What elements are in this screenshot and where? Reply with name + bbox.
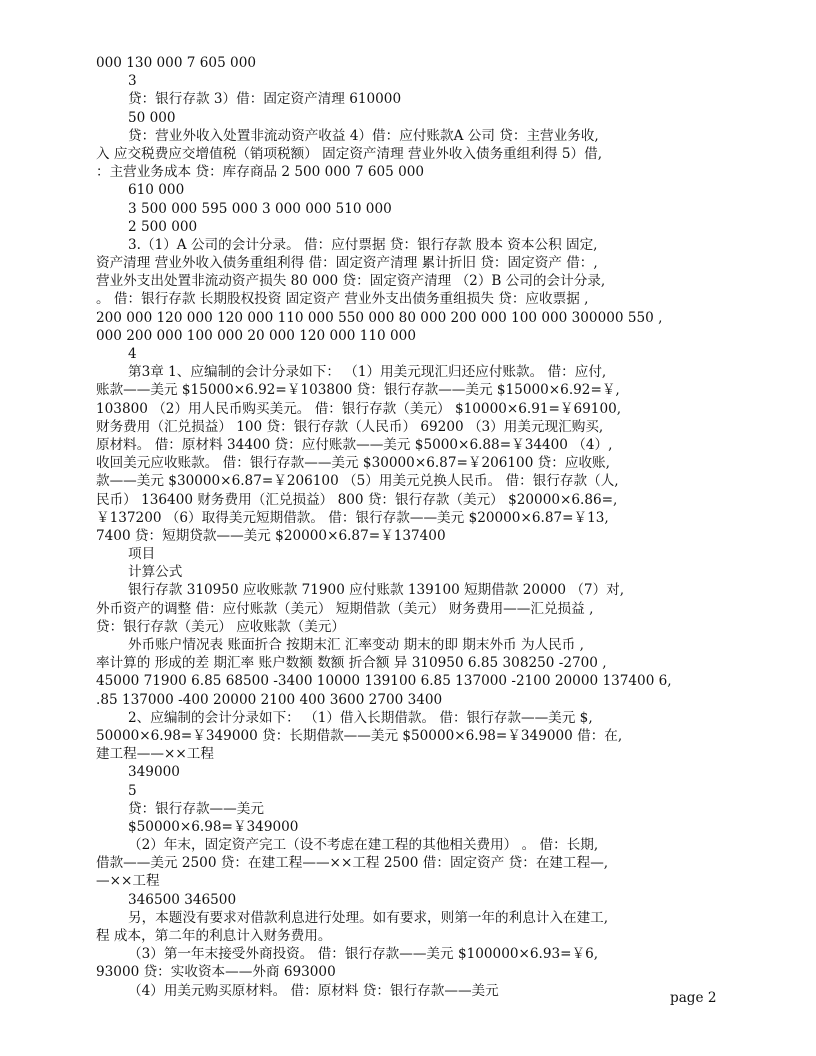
text-line: 45000 71900 6.85 68500 -3400 10000 139100 6.85 137000 -2100 20000 137400 6, [96, 673, 672, 690]
text-line: 另，本题没有要求对借款利息进行处理。如有要求，则第一年的利息计入在建工, [128, 909, 609, 926]
text-line: 2、应编制的会计分录如下： （1）借入长期借款。 借：银行存款——美元 $, [128, 709, 593, 726]
text-line: 349000 [128, 764, 180, 781]
text-line: 4 [128, 346, 137, 362]
text-line: 000 130 000 7 605 000 [96, 55, 256, 71]
text-line: 项目 [128, 546, 156, 563]
text-line: 民币） 136400 财务费用（汇兑损益） 800 贷：银行存款（美元） $20000×6.86=, [96, 491, 618, 508]
text-line: 外币账户情况表 账面折合 按期末汇 汇率变动 期末的即 期末外币 为人民币 , [128, 637, 584, 653]
text-line: 财务费用（汇兑损益） 100 贷：银行存款（人民币） 69200 （3）用美元现汇购买, [96, 418, 604, 435]
text-line: 贷：银行存款——美元 [128, 800, 264, 817]
text-line: 率计算的 形成的差 期汇率 账户数额 数额 折合额 异 310950 6.85 308250 -2700 , [96, 655, 607, 672]
text-line: 346500 346500 [128, 891, 237, 908]
page-body-text [96, 54, 728, 1000]
page-number: page 2 [670, 990, 717, 1006]
text-line: （3）第一年末接受外商投资。 借：银行存款——美元 $100000×6.93=￥6, [128, 946, 599, 963]
text-line: 营业外支出处置非流动资产损失 80 000 贷：固定资产清理 （2）B 公司的会计分录, [96, 273, 606, 290]
text-line: 3 [128, 73, 137, 90]
text-line: 原材料。 借：原材料 34400 贷：应付账款——美元 $5000×6.88=￥34400 （4）, [96, 436, 613, 453]
text-line: 50 000 [128, 109, 176, 126]
text-line: 程 成本，第二年的利息计入财务费用。 [96, 928, 332, 944]
text-line: 93000 贷：实收资本——外商 693000 [96, 964, 336, 981]
text-line: 外币资产的调整 借：应付账款（美元） 短期借款（美元） 财务费用——汇兑损益 , [96, 600, 594, 617]
text-line: 银行存款 310950 应收账款 71900 应付账款 139100 短期借款 20000 （7）对, [128, 582, 625, 599]
text-line: 3 500 000 595 000 3 000 000 510 000 [128, 200, 392, 217]
text-line: 103800 （2）用人民币购买美元。 借：银行存款（美元） $10000×6.91=￥69100, [96, 400, 622, 417]
text-line: （4）用美元购买原材料。 借：原材料 贷：银行存款——美元 [128, 982, 499, 999]
text-line: 入 应交税费应交增值税（销项税额） 固定资产清理 营业外收入债务重组利得 5）借, [96, 145, 603, 162]
text-line: 借款——美元 2500 贷：在建工程——××工程 2500 借：固定资产 贷：在建工程—, [96, 855, 609, 872]
text-line: 3.（1）A 公司的会计分录。 借：应付票据 贷：银行存款 股本 资本公积 固定, [128, 236, 598, 253]
text-line: 5 [128, 782, 137, 799]
text-line: 贷：银行存款 3）借：固定资产清理 610000 [128, 91, 402, 108]
text-line: .85 137000 -400 20000 2100 400 3600 2700 3400 [96, 691, 443, 708]
text-line: 收回美元应收账款。 借：银行存款——美元 $30000×6.87=￥206100 贷：应收账, [96, 455, 610, 472]
text-line: 2 500 000 [128, 218, 198, 235]
text-line: 贷：营业外收入处置非流动资产收益 4）借：应付账款A 公司 贷：主营业务收, [128, 127, 599, 144]
text-line: （2）年末，固定资产完工（设不考虑在建工程的其他相关费用） 。 借：长期, [128, 837, 599, 854]
text-line: 资产清理 营业外收入债务重组利得 借：固定资产清理 累计折旧 贷：固定资产 借：, [96, 255, 598, 272]
text-line: 000 200 000 100 000 20 000 120 000 110 000 [96, 327, 416, 344]
text-line: 50000×6.98=￥349000 贷：长期借款——美元 $50000×6.98=￥349000 借：在, [96, 727, 623, 744]
text-line: 账款——美元 $15000×6.92=￥103800 贷：银行存款——美元 $15000×6.92=￥, [96, 382, 620, 399]
text-line: 7400 贷：短期贷款——美元 $20000×6.87=￥137400 [96, 527, 446, 544]
text-line: 第3章 1、应编制的会计分录如下： （1）用美元现汇归还应付账款。 借：应付, [128, 364, 607, 381]
text-line: 。 借：银行存款 长期股权投资 固定资产 营业外支出债务重组损失 贷：应收票据 , [96, 291, 589, 308]
text-line: $50000×6.98=￥349000 [128, 818, 299, 835]
text-line: ：主营业务成本 贷：库存商品 2 500 000 7 605 000 [96, 164, 425, 181]
text-line: 200 000 120 000 120 000 110 000 550 000 80 000 200 000 100 000 300000 550 , [96, 309, 663, 326]
text-line: 贷：银行存款（美元） 应收账款（美元） [96, 618, 346, 635]
text-line: 610 000 [128, 182, 185, 199]
text-line: —××工程 [96, 873, 160, 890]
text-line: 款——美元 $30000×6.87=￥206100 （5）用美元兑换人民币。 借：银行存款（人, [96, 473, 619, 490]
text-line: 建工程——××工程 [96, 746, 214, 763]
text-line: 计算公式 [128, 564, 183, 581]
text-line: ￥137200 （6）取得美元短期借款。 借：银行存款——美元 $20000×6.87=￥13, [96, 509, 609, 526]
